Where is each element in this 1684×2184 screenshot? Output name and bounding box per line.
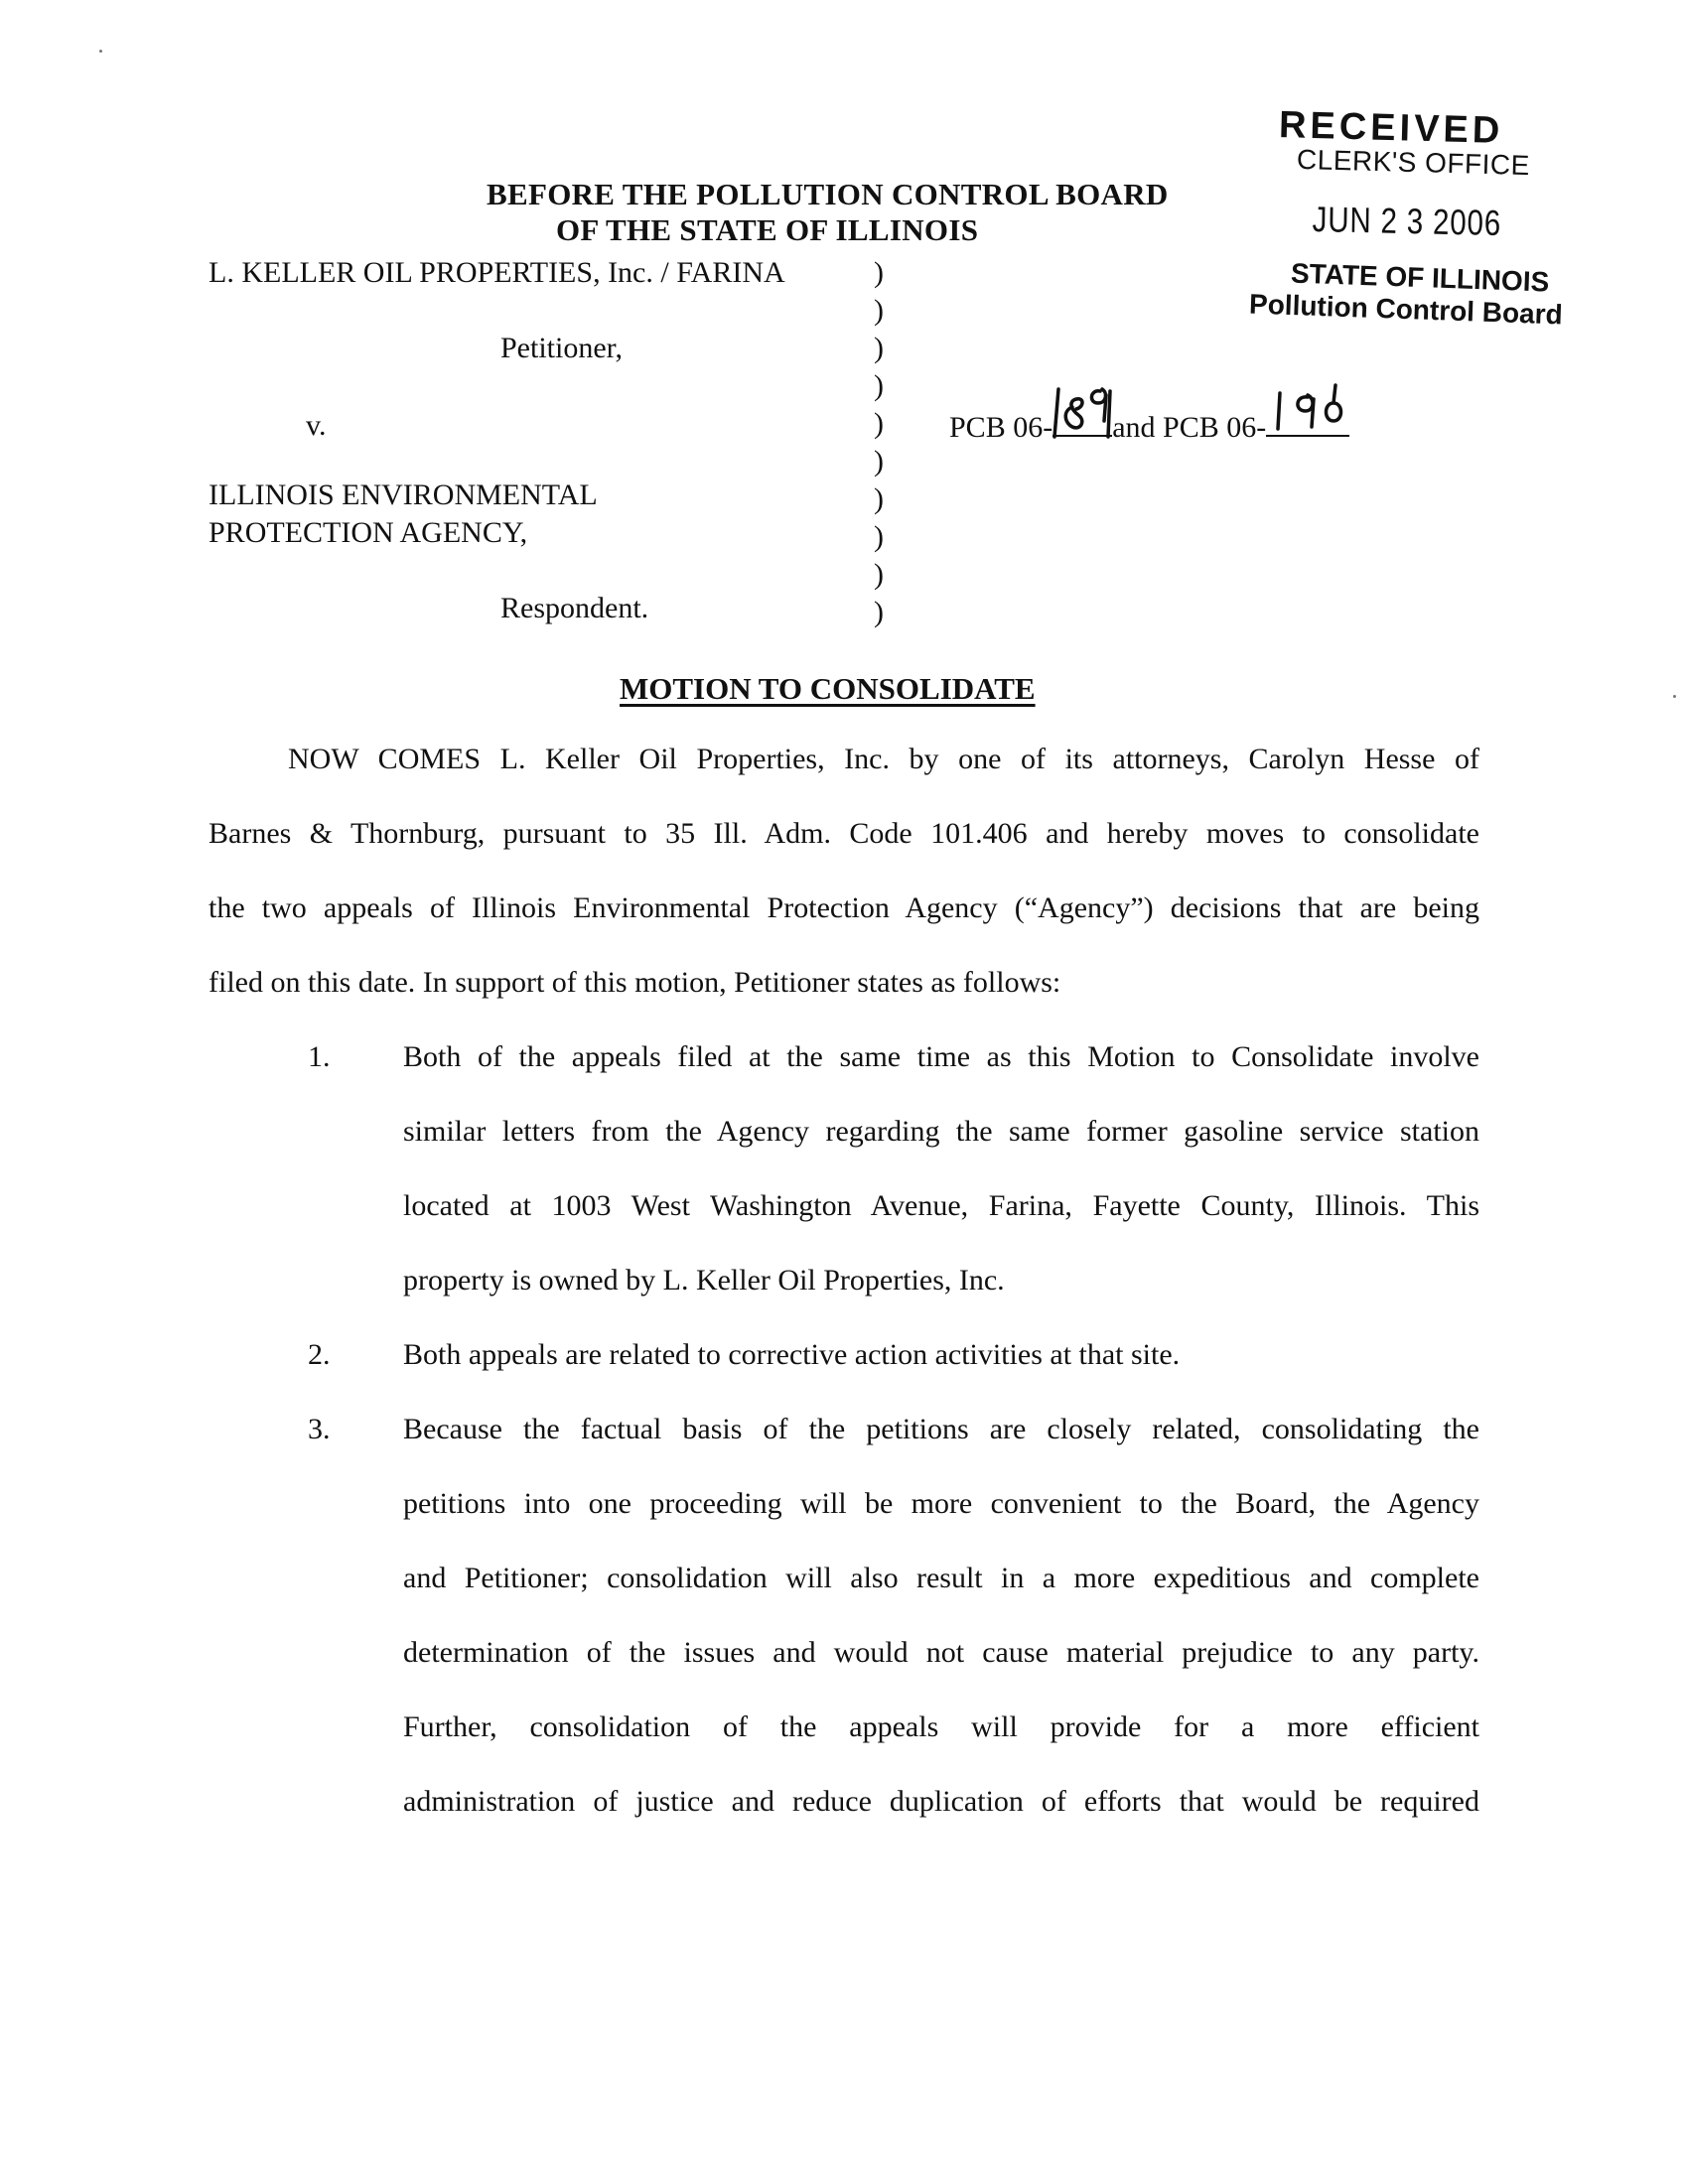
caption-paren: ) <box>874 332 884 364</box>
item-number-1: 1. <box>308 1040 331 1073</box>
document-title: MOTION TO CONSOLIDATE <box>620 671 1036 706</box>
caption-paren: ) <box>874 445 884 478</box>
item-3-line-3: and Petitioner; consolidation will also result in a more expeditious and complete <box>403 1562 1479 1594</box>
item-number-2: 2. <box>308 1338 331 1371</box>
respondent-name-line-1: ILLINOIS ENVIRONMENTAL <box>209 478 598 511</box>
intro-line-3: the two appeals of Illinois Environmental Protection Agency (“Agency”) decisions that are being <box>209 891 1479 924</box>
heading-line-2: OF THE STATE OF ILLINOIS <box>556 212 979 247</box>
handwritten-case-number-2 <box>1268 377 1351 437</box>
case-numbers <box>949 407 1349 445</box>
item-3-line-1: Because the factual basis of the petitions are closely related, consolidating the <box>403 1413 1479 1445</box>
item-3-line-5: Further, consolidation of the appeals will provide for a more efficient <box>403 1710 1479 1743</box>
respondent-role: Respondent. <box>500 592 649 624</box>
caption-paren: ) <box>874 294 884 327</box>
intro-line-1: NOW COMES L. Keller Oil Properties, Inc. by one of its attorneys, Carolyn Hesse of <box>288 743 1479 775</box>
caption-paren: ) <box>874 558 884 591</box>
scan-speck <box>99 50 102 53</box>
caption-paren: ) <box>874 369 884 402</box>
caption-paren: ) <box>874 596 884 628</box>
petitioner-name: L. KELLER OIL PROPERTIES, Inc. / FARINA <box>209 256 785 289</box>
heading-line-1: BEFORE THE POLLUTION CONTROL BOARD <box>487 177 1169 211</box>
respondent-name-line-2: PROTECTION AGENCY, <box>209 516 528 549</box>
intro-line-4: filed on this date. In support of this motion, Petitioner states as follows: <box>209 966 1061 999</box>
item-3-line-4: determination of the issues and would not cause material prejudice to any party. <box>403 1636 1479 1669</box>
handwritten-case-number-1 <box>1051 377 1120 441</box>
case-join: and PCB 06- <box>1112 411 1267 444</box>
intro-line-2: Barnes & Thornburg, pursuant to 35 Ill. Adm. Code 101.406 and hereby moves to consolidate <box>209 817 1479 850</box>
case-number-2 <box>1266 407 1349 437</box>
stamp-board: Pollution Control Board <box>1248 288 1564 331</box>
item-2-line-1: Both appeals are related to corrective action activities at that site. <box>403 1338 1181 1371</box>
caption-paren: ) <box>874 407 884 440</box>
item-1-line-1: Both of the appeals filed at the same time as this Motion to Consolidate involve <box>403 1040 1479 1073</box>
stamp-state: STATE OF ILLINOIS <box>1290 257 1550 298</box>
item-3-line-2: petitions into one proceeding will be more convenient to the Board, the Agency <box>403 1487 1479 1520</box>
case-number-1 <box>1052 407 1112 437</box>
caption-paren: ) <box>874 520 884 553</box>
petitioner-role: Petitioner, <box>500 332 623 364</box>
item-1-line-2: similar letters from the Agency regarding the same former gasoline service station <box>403 1115 1479 1148</box>
scan-speck <box>1673 695 1676 698</box>
stamp-clerks-office: CLERK'S OFFICE <box>1296 143 1531 182</box>
item-3-line-6: administration of justice and reduce duplication of efforts that would be required <box>403 1785 1479 1818</box>
item-1-line-3: located at 1003 West Washington Avenue, Farina, Fayette County, Illinois. This <box>403 1189 1479 1222</box>
caption-paren: ) <box>874 482 884 515</box>
item-1-line-4: property is owned by L. Keller Oil Properties, Inc. <box>403 1264 1005 1297</box>
item-number-3: 3. <box>308 1413 331 1445</box>
stamp-date: JUN 2 3 2006 <box>1312 199 1502 244</box>
versus: v. <box>306 409 327 442</box>
caption-paren: ) <box>874 256 884 289</box>
stamp-received: RECEIVED <box>1278 104 1504 152</box>
case-prefix-1: PCB 06- <box>949 411 1053 444</box>
